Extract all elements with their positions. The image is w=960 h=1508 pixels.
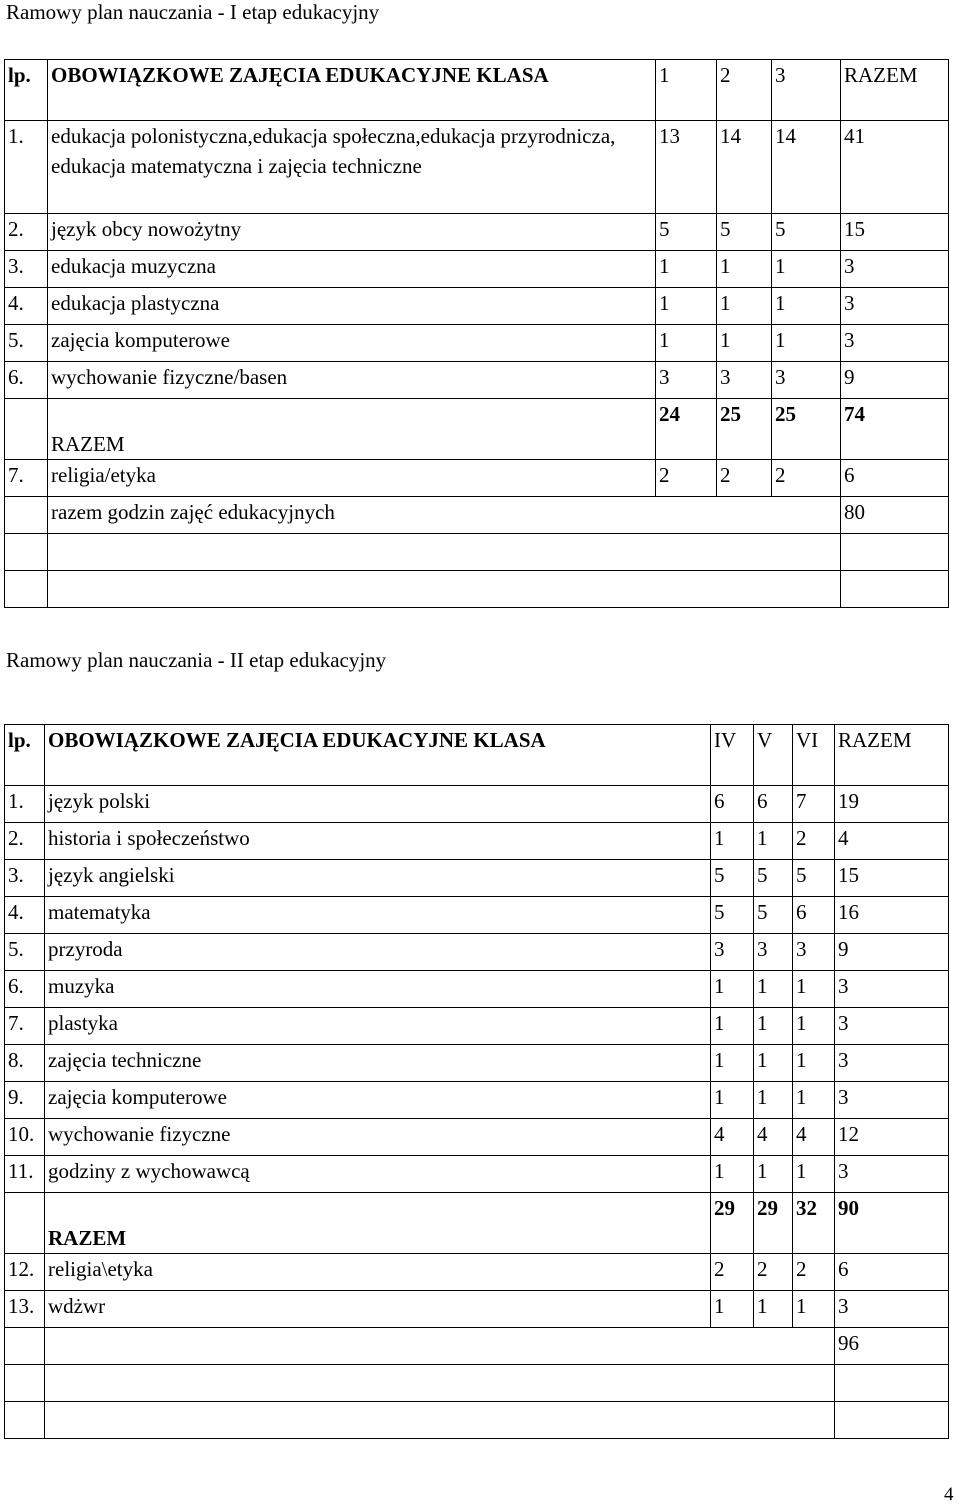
- row-lp: 1.: [5, 121, 48, 214]
- table-row: [5, 897, 949, 934]
- empty-cell: [45, 1365, 835, 1402]
- row-class-1: 5: [656, 214, 717, 251]
- stage1-table: [4, 59, 949, 608]
- row-total: 16: [835, 897, 949, 934]
- row-class-6: 5: [793, 860, 835, 897]
- empty-cell: [45, 1402, 835, 1439]
- row-total: 3: [841, 325, 949, 362]
- row-total: 15: [841, 214, 949, 251]
- sum-label: RAZEM: [45, 1193, 711, 1254]
- row-class-1: 1: [656, 251, 717, 288]
- subject-header: OBOWIĄZKOWE ZAJĘCIA EDUKACYJNE KLASA: [48, 60, 656, 121]
- row-subject: wdżwr: [45, 1291, 711, 1328]
- row-lp: 12.: [5, 1254, 45, 1291]
- sum-total: 90: [835, 1193, 949, 1254]
- table-row: [5, 121, 949, 214]
- row-class-6: 7: [793, 786, 835, 823]
- row-lp: 7.: [5, 1008, 45, 1045]
- row-class-4: 2: [711, 1254, 754, 1291]
- row-subject: język angielski: [45, 860, 711, 897]
- row-subject: zajęcia komputerowe: [45, 1082, 711, 1119]
- row-class-5: 1: [754, 823, 793, 860]
- row-total: 9: [835, 934, 949, 971]
- row-subject: godziny z wychowawcą: [45, 1156, 711, 1193]
- row-subject: [48, 121, 656, 214]
- row-class-3: 2: [772, 460, 841, 497]
- sum-class-3: 25: [772, 399, 841, 460]
- sum-row: [5, 399, 949, 460]
- table-row: [5, 1045, 949, 1082]
- row-subject: matematyka: [45, 897, 711, 934]
- class-4-header: IV: [711, 725, 754, 786]
- row-class-6: 1: [793, 1082, 835, 1119]
- row-class-3: 5: [772, 214, 841, 251]
- row-class-4: 5: [711, 860, 754, 897]
- table-row: [5, 934, 949, 971]
- row-class-6: 1: [793, 1291, 835, 1328]
- row-total: 3: [835, 1045, 949, 1082]
- row-subject: edukacja plastyczna: [48, 288, 656, 325]
- empty-cell: [48, 571, 841, 608]
- row-class-6: 6: [793, 897, 835, 934]
- row-class-3: 3: [772, 362, 841, 399]
- table-row: [5, 362, 949, 399]
- row-lp: 5.: [5, 934, 45, 971]
- row-class-5: 1: [754, 1008, 793, 1045]
- table-row: [5, 1156, 949, 1193]
- row-class-1: 13: [656, 121, 717, 214]
- row-lp: 2.: [5, 214, 48, 251]
- row-lp: 4.: [5, 897, 45, 934]
- sum-lp: [5, 1193, 45, 1254]
- empty-cell: [835, 1365, 949, 1402]
- row-total: 3: [835, 1082, 949, 1119]
- row-class-5: 2: [754, 1254, 793, 1291]
- table-row: [5, 1119, 949, 1156]
- stage2-title: Ramowy plan nauczania - II etap edukacyjny: [6, 648, 387, 672]
- row-lp: 11.: [5, 1156, 45, 1193]
- row-class-2: 1: [717, 288, 772, 325]
- row-class-2: 14: [717, 121, 772, 214]
- row-total: 3: [841, 288, 949, 325]
- row-total: 3: [835, 1291, 949, 1328]
- class-6-header: VI: [793, 725, 835, 786]
- table-row: [5, 460, 949, 497]
- grand-total-value: 96: [835, 1328, 949, 1365]
- row-subject: edukacja muzyczna: [48, 251, 656, 288]
- row-lp: 3.: [5, 860, 45, 897]
- row-subject: religia\etyka: [45, 1254, 711, 1291]
- row-class-4: 4: [711, 1119, 754, 1156]
- row-subject: zajęcia techniczne: [45, 1045, 711, 1082]
- grand-total-label: [45, 1328, 835, 1365]
- row-class-5: 1: [754, 1082, 793, 1119]
- row-lp: 5.: [5, 325, 48, 362]
- total-header: RAZEM: [835, 725, 949, 786]
- row-total: 6: [841, 460, 949, 497]
- table-row: [5, 1082, 949, 1119]
- grand-total-row: [5, 497, 949, 534]
- empty-cell: [5, 571, 48, 608]
- row-lp: 6.: [5, 362, 48, 399]
- row-subject: język polski: [45, 786, 711, 823]
- row-class-4: 1: [711, 1156, 754, 1193]
- row-subject: wychowanie fizyczne: [45, 1119, 711, 1156]
- row-total: 4: [835, 823, 949, 860]
- empty-row: [5, 1402, 949, 1439]
- row-class-1: 3: [656, 362, 717, 399]
- row-class-3: 1: [772, 288, 841, 325]
- row-total: 41: [841, 121, 949, 214]
- stage1-title: Ramowy plan nauczania - I etap edukacyjny: [6, 0, 380, 24]
- row-class-6: 4: [793, 1119, 835, 1156]
- row-class-5: 5: [754, 860, 793, 897]
- sum-class-5: 29: [754, 1193, 793, 1254]
- table-row: [5, 325, 949, 362]
- row-class-2: 5: [717, 214, 772, 251]
- table-header-row: [5, 725, 949, 786]
- row-class-4: 1: [711, 1082, 754, 1119]
- grand-total-lp: [5, 497, 48, 534]
- lp-header: lp.: [5, 60, 48, 121]
- sum-label: RAZEM: [48, 399, 656, 460]
- row-class-5: 5: [754, 897, 793, 934]
- table-row: [5, 971, 949, 1008]
- table-row: [5, 823, 949, 860]
- empty-cell: [835, 1402, 949, 1439]
- row-class-3: 1: [772, 251, 841, 288]
- row-subject: zajęcia komputerowe: [48, 325, 656, 362]
- table-row: [5, 1254, 949, 1291]
- grand-total-lp: [5, 1328, 45, 1365]
- subject-header: OBOWIĄZKOWE ZAJĘCIA EDUKACYJNE KLASA: [45, 725, 711, 786]
- row-subject: przyroda: [45, 934, 711, 971]
- row-lp: 2.: [5, 823, 45, 860]
- table-row: [5, 860, 949, 897]
- row-class-4: 1: [711, 1291, 754, 1328]
- row-subject: wychowanie fizyczne/basen: [48, 362, 656, 399]
- row-class-6: 3: [793, 934, 835, 971]
- row-class-4: 3: [711, 934, 754, 971]
- table-row: [5, 786, 949, 823]
- row-lp: 13.: [5, 1291, 45, 1328]
- row-total: 15: [835, 860, 949, 897]
- row-class-1: 1: [656, 325, 717, 362]
- row-class-4: 1: [711, 823, 754, 860]
- row-class-5: 1: [754, 1291, 793, 1328]
- sum-class-2: 25: [717, 399, 772, 460]
- empty-cell: [5, 1402, 45, 1439]
- row-class-5: 1: [754, 971, 793, 1008]
- sum-total: 74: [841, 399, 949, 460]
- row-total: 6: [835, 1254, 949, 1291]
- row-subject: plastyka: [45, 1008, 711, 1045]
- row-class-2: 1: [717, 325, 772, 362]
- row-class-6: 2: [793, 1254, 835, 1291]
- row-lp: 3.: [5, 251, 48, 288]
- row-class-2: 1: [717, 251, 772, 288]
- row-lp: 9.: [5, 1082, 45, 1119]
- row-class-3: 1: [772, 325, 841, 362]
- row-class-1: 2: [656, 460, 717, 497]
- row-class-4: 1: [711, 1008, 754, 1045]
- sum-class-6: 32: [793, 1193, 835, 1254]
- grand-total-label: razem godzin zajęć edukacyjnych: [48, 497, 841, 534]
- row-class-1: 1: [656, 288, 717, 325]
- row-total: 19: [835, 786, 949, 823]
- grand-total-row: [5, 1328, 949, 1365]
- row-class-5: 6: [754, 786, 793, 823]
- empty-row: [5, 571, 949, 608]
- row-class-5: 4: [754, 1119, 793, 1156]
- table-row: [5, 1008, 949, 1045]
- row-total: 3: [835, 1008, 949, 1045]
- grand-total-value: 80: [841, 497, 949, 534]
- page-number: 4: [944, 1484, 954, 1505]
- table-row: [5, 251, 949, 288]
- row-class-6: 1: [793, 971, 835, 1008]
- row-class-4: 5: [711, 897, 754, 934]
- empty-row: [5, 1365, 949, 1402]
- row-lp: 6.: [5, 971, 45, 1008]
- row-class-5: 1: [754, 1156, 793, 1193]
- class-3-header: 3: [772, 60, 841, 121]
- table-row: [5, 1291, 949, 1328]
- row-lp: 1.: [5, 786, 45, 823]
- row-class-6: 1: [793, 1008, 835, 1045]
- lp-header: lp.: [5, 725, 45, 786]
- row-class-4: 1: [711, 1045, 754, 1082]
- row-class-5: 1: [754, 1045, 793, 1082]
- row-lp: 4.: [5, 288, 48, 325]
- row-total: 3: [835, 971, 949, 1008]
- class-1-header: 1: [656, 60, 717, 121]
- empty-cell: [5, 1365, 45, 1402]
- empty-cell: [841, 571, 949, 608]
- empty-row: [5, 534, 949, 571]
- table-row: [5, 288, 949, 325]
- total-header: RAZEM: [841, 60, 949, 121]
- row-subject: religia/etyka: [48, 460, 656, 497]
- row-class-6: 1: [793, 1156, 835, 1193]
- row-class-2: 2: [717, 460, 772, 497]
- sum-row: [5, 1193, 949, 1254]
- class-5-header: V: [754, 725, 793, 786]
- row-total: 3: [835, 1156, 949, 1193]
- row-lp: 7.: [5, 460, 48, 497]
- row-subject: muzyka: [45, 971, 711, 1008]
- row-subject-line-2: edukacja matematyczna i zajęcia techniczne: [51, 154, 422, 178]
- table-header-row: [5, 60, 949, 121]
- sum-class-1: 24: [656, 399, 717, 460]
- row-class-5: 3: [754, 934, 793, 971]
- row-lp: 10.: [5, 1119, 45, 1156]
- row-class-6: 2: [793, 823, 835, 860]
- empty-cell: [48, 534, 841, 571]
- row-total: 3: [841, 251, 949, 288]
- row-class-3: 14: [772, 121, 841, 214]
- row-class-2: 3: [717, 362, 772, 399]
- row-class-4: 6: [711, 786, 754, 823]
- class-2-header: 2: [717, 60, 772, 121]
- row-class-4: 1: [711, 971, 754, 1008]
- sum-lp: [5, 399, 48, 460]
- row-lp: 8.: [5, 1045, 45, 1082]
- row-subject-line-1: edukacja polonistyczna,edukacja społeczna,edukacja przyrodnicza,: [51, 124, 616, 148]
- row-subject: język obcy nowożytny: [48, 214, 656, 251]
- row-total: 9: [841, 362, 949, 399]
- table-row: [5, 214, 949, 251]
- stage2-table: [4, 724, 949, 1439]
- sum-class-4: 29: [711, 1193, 754, 1254]
- empty-cell: [5, 534, 48, 571]
- row-total: 12: [835, 1119, 949, 1156]
- empty-cell: [841, 534, 949, 571]
- row-subject: historia i społeczeństwo: [45, 823, 711, 860]
- row-class-6: 1: [793, 1045, 835, 1082]
